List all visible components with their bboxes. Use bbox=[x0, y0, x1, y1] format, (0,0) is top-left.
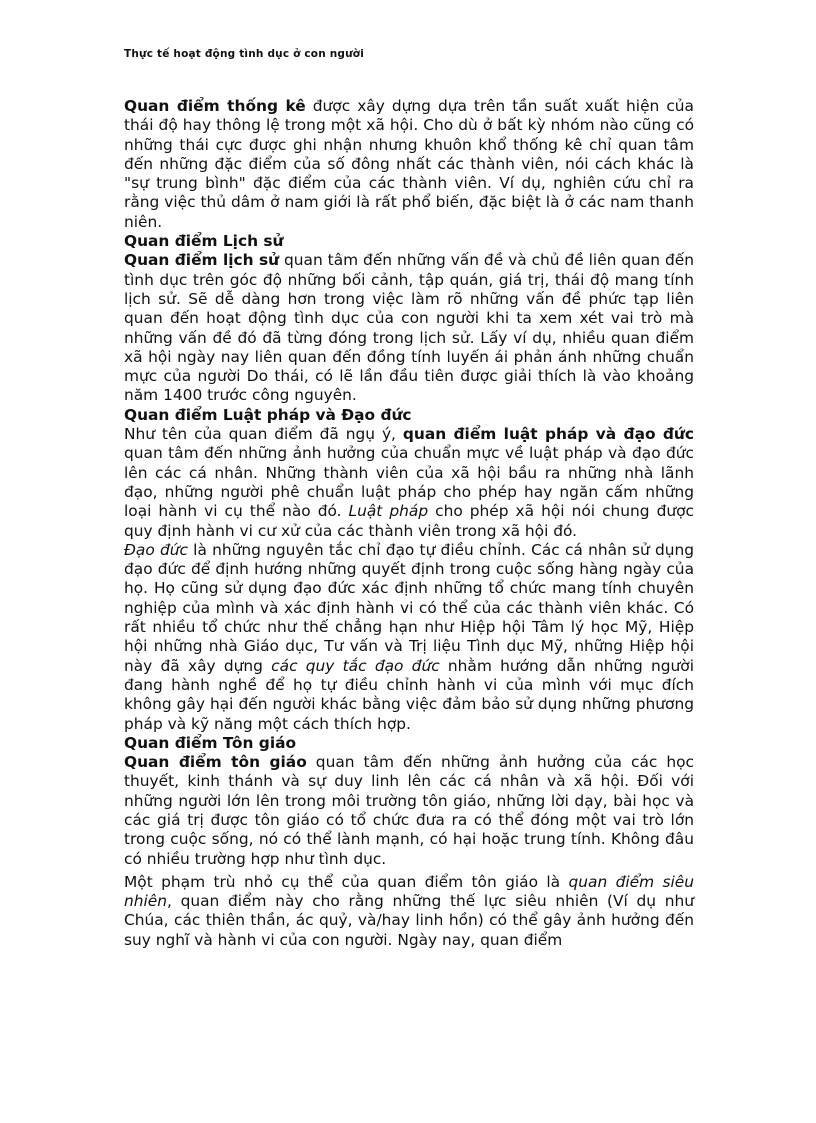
paragraph-legal bbox=[124, 425, 694, 541]
paragraph-text: quan tâm đến những ảnh hưởng của chuẩn mực về luật pháp và đạo đức lên các cá nhân. Những thành viên của xã hội bầu ra những nhà lãnh đạo, những người phê chuẩn luật pháp cho phép hay ngăn cấm những loại hành vi cụ thể nào đó. bbox=[124, 444, 694, 521]
term-religious: Quan điểm tôn giáo bbox=[124, 753, 307, 772]
paragraph-historical bbox=[124, 251, 694, 405]
term-historical: Quan điểm lịch sử bbox=[124, 251, 280, 270]
heading-historical: Quan điểm Lịch sử bbox=[124, 232, 284, 251]
paragraph-text: là những nguyên tắc chỉ đạo tự điều chỉnh. Các cá nhân sử dụng đạo đức để định hướng những quyết định trong cuộc sống hàng ngày của họ. Họ cũng sử dụng đạo đức xác định những tổ chức mang tính chuyên nghiệp của mình và xác định hành vi có thể của các thành viên khác. Có rất nhiều tổ chức như thế chẳng hạn như Hiệp hội Tâm lý học Mỹ, Hiệp hội những nhà Giáo dục, Tư vấn và Trị liệu Tình dục Mỹ, những Hiệp hội này đã xây dựng bbox=[124, 540, 694, 675]
term-law-italic: Luật pháp bbox=[348, 502, 429, 521]
heading-legal-ethical: Quan điểm Luật pháp và Đạo đức bbox=[124, 405, 412, 424]
paragraph-religious bbox=[124, 753, 694, 869]
term-supernatural-italic: quan điểm siêu nhiên bbox=[124, 872, 694, 911]
heading-religious: Quan điểm Tôn giáo bbox=[124, 733, 297, 752]
paragraph-ethics bbox=[124, 541, 694, 734]
paragraph-text: Một phạm trù nhỏ cụ thể của quan điểm tôn giáo là bbox=[124, 872, 569, 891]
paragraph-text: quan tâm đến những ảnh hưởng của các học thuyết, kinh thánh và sự duy linh lên các cá nhân và xã hội. Đối với những người lớn lên trong môi trường tôn giáo, những lời dạy, bài học và các giá trị được tôn giáo có tổ chức đưa ra có thể đóng một vai trò lớn trong cuộc sống, nó có thể lành mạnh, có hại hoặc trung tính. Không đâu có nhiều trường hợp như tình dục. bbox=[124, 753, 694, 868]
paragraph-text: quan tâm đến những vấn đề và chủ đề liên quan đến tình dục trên góc độ những bối cảnh, tập quán, giá trị, thái độ mang tính lịch sử. Sẽ dễ dàng hơn trong việc làm rõ những vấn đề phức tạp liên quan đến hoạt động tình dục của con người khi ta xem xét vai trò mà những vấn đề đó đã từng đóng trong lịch sử. Lấy ví dụ, nhiều quan điểm xã hội ngày nay liên quan đến đồng tính luyến ái phản ánh những chuẩn mực của người Do thái, có lẽ lần đầu tiên được giải thích là vào khoảng năm 1400 trước công nguyên. bbox=[124, 251, 694, 405]
document-body bbox=[124, 97, 694, 950]
paragraph-text: được xây dựng dựa trên tần suất xuất hiện của thái độ hay thông lệ trong một xã hội. Cho dù ở bất kỳ nhóm nào cũng có những thái cực được ghi nhận nhưng khuôn khổ thống kê chỉ quan tâm đến những đặc điểm của số đông nhất các thành viên, nói cách khác là "sự trung bình" đặc điểm của các thành viên. Ví dụ, nghiên cứu chỉ ra rằng việc thủ dâm ở nam giới là rất phổ biến, đặc biệt là ở các nam thanh niên. bbox=[124, 97, 694, 231]
paragraph-text: Như tên của quan điểm đã ngụ ý, bbox=[124, 425, 403, 444]
term-ethics-italic: Đạo đức bbox=[124, 540, 188, 559]
paragraph-text: nhằm hướng dẫn những người đang hành nghề để họ tự điều chỉnh hành vi của mình với mục đích không gây hại đến người khác bằng việc đảm bảo sử dụng những phương pháp và kỹ năng một cách thích hợp. bbox=[124, 656, 694, 733]
paragraph-supernatural bbox=[124, 873, 694, 950]
term-codes-of-ethics-italic: các quy tắc đạo đức bbox=[271, 656, 440, 675]
term-legal-ethical: quan điểm luật pháp và đạo đức bbox=[402, 425, 695, 444]
paragraph-statistical bbox=[124, 97, 694, 232]
paragraph-text: , quan điểm này cho rằng những thế lực siêu nhiên (Ví dụ như Chúa, các thiên thần, ác quỷ, và/hay linh hồn) có thể gây ảnh hưởng đến suy nghĩ và hành vi của con người. Ngày nay, quan điểm bbox=[124, 892, 694, 949]
running-header: Thực tế hoạt động tình dục ở con người bbox=[124, 48, 365, 60]
paragraph-text: cho phép xã hội nói chung được quy định hành vi cư xử của các thành viên trong xã hội đó. bbox=[124, 502, 694, 540]
term-statistical: Quan điểm thống kê bbox=[124, 97, 306, 115]
